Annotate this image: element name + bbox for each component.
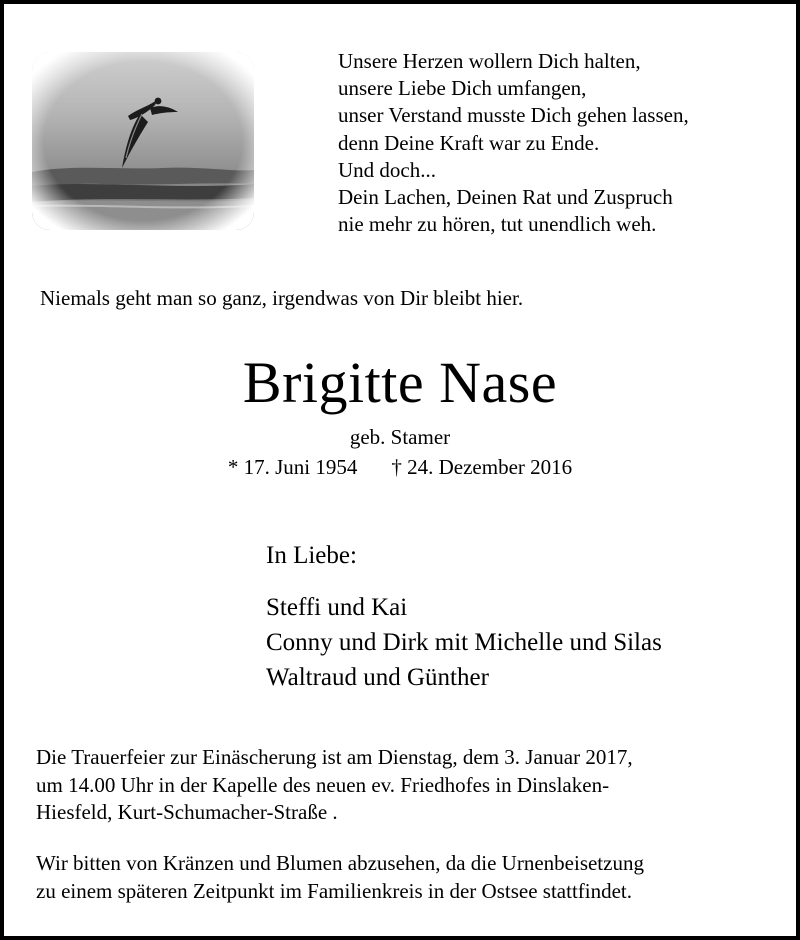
poem-line: unser Verstand musste Dich gehen lassen, bbox=[338, 103, 689, 128]
mourner-line: Steffi und Kai bbox=[266, 594, 408, 621]
poem-line: nie mehr zu hören, tut unendlich weh. bbox=[338, 212, 657, 237]
mourner-line: Conny und Dirk mit Michelle und Silas bbox=[266, 629, 662, 656]
death-date: † 24. Dezember 2016 bbox=[391, 455, 573, 479]
funeral-line: um 14.00 Uhr in der Kapelle des neuen ev. Friedhofes in Dinslaken- bbox=[36, 772, 610, 797]
birth-date: * 17. Juni 1954 bbox=[227, 455, 358, 479]
mourner-line: Waltraud und Günther bbox=[266, 664, 489, 691]
poem-line: Unsere Herzen wollern Dich halten, bbox=[338, 49, 641, 73]
funeral-info bbox=[36, 744, 786, 827]
birth-name: geb. Stamer bbox=[349, 425, 451, 449]
mourners-heading: In Liebe: bbox=[266, 542, 357, 569]
funeral-line: Die Trauerfeier zur Einäscherung ist am Dienstag, dem 3. Januar 2017, bbox=[36, 745, 633, 769]
memorial-quote: Niemals geht man so ganz, irgendwas von Dir bleibt hier. bbox=[40, 286, 524, 310]
mourners-list bbox=[266, 590, 662, 695]
poem-line: Und doch... bbox=[338, 157, 436, 182]
poem-line: unsere Liebe Dich umfangen, bbox=[338, 76, 587, 101]
request-line: zu einem späteren Zeitpunkt im Familienkreis in der Ostsee stattfindet. bbox=[36, 878, 633, 903]
flowers-request bbox=[36, 850, 786, 905]
request-line: Wir bitten von Kränzen und Blumen abzusehen, da die Urnenbeisetzung bbox=[36, 851, 644, 875]
poem-line: denn Deine Kraft war zu Ende. bbox=[338, 130, 600, 155]
poem-line: Dein Lachen, Deinen Rat und Zuspruch bbox=[338, 185, 673, 210]
deceased-name: Brigitte Nase bbox=[242, 350, 558, 415]
life-dates bbox=[4, 455, 796, 480]
poem bbox=[338, 48, 788, 238]
seagull-photo-icon bbox=[32, 52, 254, 230]
funeral-line: Hiesfeld, Kurt-Schumacher-Straße . bbox=[36, 800, 338, 824]
